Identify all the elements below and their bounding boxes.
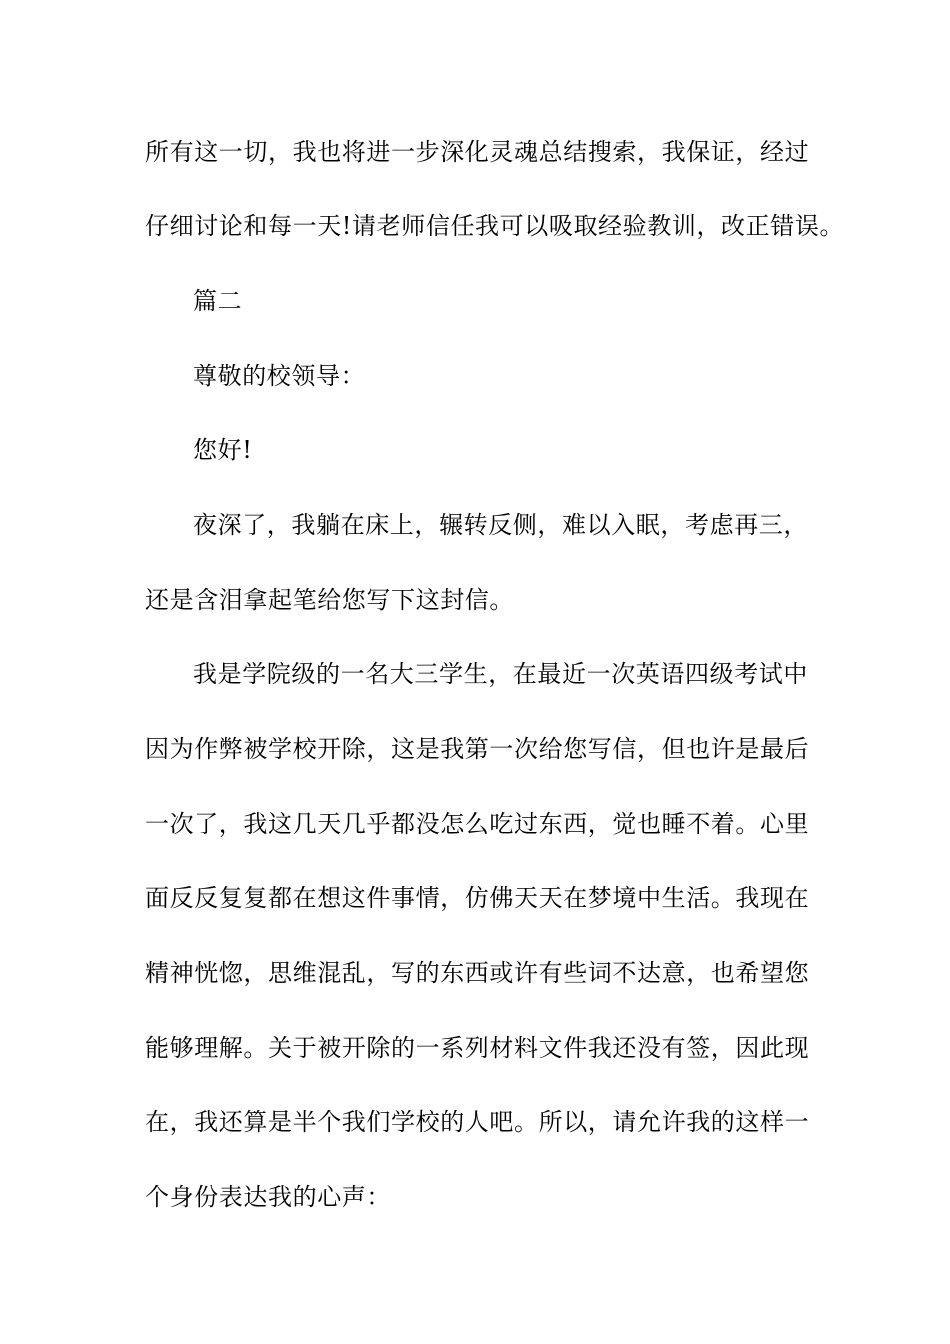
salutation: 尊敬的校领导： <box>193 362 366 390</box>
paragraph-line: 能够理解。关于被开除的一系列材料文件我还没有签，因此现 <box>145 1034 810 1062</box>
paragraph-line: 夜深了，我躺在床上，辗转反侧，难以入眠，考虑再三， <box>193 511 808 539</box>
paragraph-line: 仔细讨论和每一天!请老师信任我可以吸取经验教训，改正错误。 <box>145 212 845 240</box>
paragraph-line: 面反反复复都在想这件事情，仿佛天天在梦境中生活。我现在 <box>145 884 810 912</box>
greeting: 您好! <box>193 436 253 464</box>
paragraph-line: 在，我还算是半个我们学校的人吧。所以，请允许我的这样一 <box>145 1108 810 1136</box>
paragraph-line: 一次了，我这几天几乎都没怎么吃过东西，觉也睡不着。心里 <box>145 810 810 838</box>
paragraph-line: 还是含泪拿起笔给您写下这封信。 <box>145 586 514 614</box>
paragraph-line: 因为作弊被学校开除，这是我第一次给您写信，但也许是最后 <box>145 735 810 763</box>
paragraph-line: 精神恍惚，思维混乱，写的东西或许有些词不达意，也希望您 <box>145 959 810 987</box>
paragraph-line: 个身份表达我的心声： <box>145 1183 391 1211</box>
paragraph-line: 我是学院级的一名大三学生，在最近一次英语四级考试中 <box>193 660 808 688</box>
section-heading: 篇二 <box>193 287 243 315</box>
paragraph-line: 所有这一切，我也将进一步深化灵魂总结搜索，我保证，经过 <box>145 138 810 166</box>
